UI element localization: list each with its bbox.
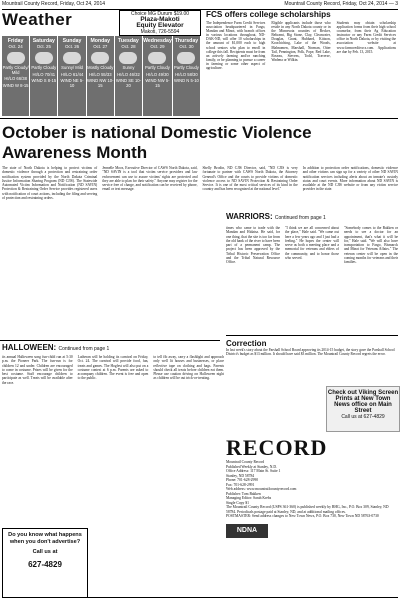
dv-col1: The state of North Dakota is helping to protect victims of domestic violence through a protection and restraining order notification system provided by the North Dakota Criminal Justice Information Sharing Program (ND CJIS). The Statewide Automated Victim Information and Notification (ND SAVIN) Protection & Restraining Order Service provides registered users with notification of court actions, including the filing and serving of protection and restraining orders. (2, 166, 98, 200)
sponsor-line2: Equity Elevator (136, 22, 184, 29)
pub-line: The Mountrail County Record (USPS 361-360) is published weekly by BHG, Inc., P.O. Box 309, Stanley, ND 58784. Periodicals postage paid at Stanley, ND, and at additional mailing offices. (226, 505, 389, 514)
forecast-day-wind: WIND SE 10-20 (115, 78, 142, 88)
viking-screen-ad (326, 386, 400, 432)
advertise-ad-phone: 627-4829 (28, 560, 62, 569)
correction-box (226, 339, 398, 357)
viking-ad-line2: Call us at 627-4829 (341, 414, 385, 420)
forecast-day-date: Oct. 27 (93, 44, 108, 49)
pub-line: Fax: 701-628-2991 (226, 482, 255, 487)
forecast-day-hilo: HI/LO 61/44 (60, 71, 84, 77)
correction-title: Correction (226, 339, 267, 348)
halloween-label (2, 343, 109, 352)
forecast-day-hilo: HI/LO 46/32 (117, 71, 140, 77)
fcs-col3: Students may obtain scholarship application forms from their high school counselor, from their Ag Education instructor or any Farm Credit Services office in North Dakota, or by visiting the association website at www.farmcreditsvcs.com. Applications are due by Feb. 13, 2015. (336, 21, 396, 54)
forecast-day-date: Oct. 29 (150, 44, 165, 49)
pub-line: Publisher: Tom Bakken (226, 491, 261, 496)
forecast-day-name: Friday (7, 38, 24, 44)
footer-divider (2, 597, 398, 598)
forecast-day-cond: Partly Cloudy (145, 65, 170, 70)
pub-line: Single Copy $1 (226, 500, 249, 505)
page-header-right: Mountrail County Record, Friday, Oct 24, 2014 — 3 (284, 1, 398, 7)
weather-title: Weather (2, 10, 73, 29)
warriors-body (226, 226, 398, 264)
forecast-day-name: Sunday (62, 38, 82, 44)
pub-line: Web address: www.mountrailcountyrecord.com (226, 487, 297, 491)
halloween-col2: Lutheran will be holding its carnival on Friday, Oct. 24. The carnival will provide food, fun, treats and games. The Hogfest will also put on a costume contest at 6 p.m. Parents are asked to accompany children. The event is free and open to the public. (77, 355, 149, 381)
sponsor-line1: Plaza-Makoti (140, 16, 180, 23)
pub-line: Stanley, ND 58784 (226, 473, 255, 478)
record-logo: RECORD (226, 435, 328, 460)
ndna-member-logo: NDNA (226, 524, 268, 538)
weather-sponsor (119, 10, 201, 36)
sunny-icon (63, 52, 81, 64)
warriors-col2: "I think we are all concerned about the place," Hale said. "We came out here a few years ago and I just had a feeling." He hopes the center will serve as both a meeting place and a memorial for veterans and elders of the community, and to honor those who served. (285, 226, 339, 260)
halloween-col3: to tell fib away, carry a flashlight and approach only well lit houses and businesses, or place reflective tape on clothing and bags. Parents should check all treats before children eat them. Please use caution driving on Halloween night as children will be out trick-or-treating. (153, 355, 225, 381)
forecast-day-wind: WIND NW 5-15 (145, 78, 170, 88)
cloudy-icon (91, 52, 109, 64)
sponsor-line3: Makoti, 726-5594 (140, 29, 180, 35)
page-header-left: Mountrail County Record, Friday, Oct 24, 2014 (2, 1, 106, 7)
forecast-day-wind: WIND W 8-15 (2, 82, 29, 88)
advertise-ad-text: Do you know what happens when you don't advertise? (8, 532, 82, 545)
fcs-col2: Eligible applicants include those who reside in any North Dakota county or in the Minnesota counties of Becker, Beltrami, Big Stone, Clay, Clearwater, Douglas, Grant, Hubbard, Kittson, Koochiching, Lake of the Woods, Mahnomen, Marshall, Norman, Otter Tail, Pennington, Polk, Pope, Red Lake, Roseau, Stevens, Todd, Traverse, Wadena or Wilkin. (271, 21, 331, 62)
halloween-title: HALLOWEEN: (2, 343, 57, 352)
forecast-day-hilo: HI/LO 66/38 (4, 76, 27, 82)
sponsor-top: Choice MG Durum $19.00 (130, 11, 190, 17)
advertise-ad-cta: Call us at (32, 549, 58, 555)
forecast-day (58, 36, 85, 116)
warriors-col1: times who came to trade with the Mandan and Hidatsa. He said, for one thing, that the site is too far from the old bank of the river to have been part of a permanent camp. The project has been approved by the Tribal Historic Preservation Office and the Tribal Natural Resource Office. (226, 226, 280, 264)
forecast-day-name: Tuesday (118, 38, 139, 44)
forecast-day (30, 36, 57, 116)
forecast-day (2, 36, 29, 116)
forecast-day-cond: Sunny/ Mild (61, 65, 83, 70)
pub-line: Published Weekly at Stanley, N.D. (226, 464, 277, 469)
pub-line: Phone: 701-628-2990 (226, 478, 259, 482)
halloween-col1: its annual Halloween song fun-child run at 5:30 p.m. the Pioneer Park. The fun-run is for children 12 and under. Children are encouraged to come in costume. Prizes will be given for the best costume. Staff encourage children to participate as well. Treats will be available after the race. (2, 355, 73, 385)
dv-col3: Shelly Brodin, ND CJIS Director, said, "ND CJIS is very fortunate to partner with CAWS North Dakota, the Attorney General's Office and the courts to provide victims of domestic violence access to ND SAVIN Protection & Restraining Order Service. It is one of the most critical services of its kind in the country and has been recognized at the national level." (202, 166, 298, 192)
partly-cloudy-icon (177, 52, 195, 64)
dv-col2: Jennelle Moos, Executive Director of CAWS North Dakota, said, "ND SAVIN is a tool that victim service providers and law enforcement can use to assure victims' rights are protected and they are able to plan for their safety." Anyone may register for the service free of charge, and notification can be received by phone, email or text message. (102, 166, 198, 192)
partly-cloudy-icon (35, 52, 53, 64)
weather-box (2, 10, 200, 117)
forecast-day (115, 36, 142, 116)
dv-body (2, 166, 398, 200)
dv-col4: In addition to protection order notifications, domestic violence and other victims can sign up for a variety of other ND SAVIN notification services including alerts about an inmate's custody status and court events. More information about ND SAVIN is available at the ND CJIS website or from any victim service provider in the state. (302, 166, 398, 192)
forecast-day-name: Thursday (174, 38, 199, 44)
partly-cloudy-icon (148, 52, 166, 64)
halloween-continued: Continued from page 1 (58, 346, 110, 352)
advertise-ad (2, 528, 88, 598)
forecast-day (173, 36, 200, 116)
dv-headline: October is national Domestic Violence Awareness Month (2, 123, 312, 162)
pub-line: Mountrail County Record (226, 460, 265, 464)
forecast-day-wind: WIND S 8-15 (31, 78, 57, 84)
fcs-col1: The Independence Farm Credit Services association headquartered in Fargo, Mandan and Minot, with branch offices in various locations throughout, ND-DAK-ND, will offer 10 scholarships in the amount of $1,000 each to high school seniors who plan to enroll in college this fall. Recipients must be from an actively farming and/or ranching family, or be planning to pursue a career in farming or some other aspect of agriculture. (206, 21, 266, 71)
publication-box (226, 436, 398, 538)
divider (226, 335, 398, 336)
forecast-day-cond: Partly Cloudy (31, 65, 57, 70)
forecast-day-name: Saturday (32, 38, 55, 44)
pub-line: Managing Editor: Sarah Krebs (226, 496, 272, 500)
sunny-icon (119, 52, 137, 64)
fcs-headline: FCS offers college scholarships (206, 10, 331, 19)
fcs-columns (206, 21, 396, 70)
forecast-day-cond: Mostly Cloudy (87, 65, 114, 70)
warriors-col3: "Somebody comes to the Bakken or needs to see a doctor for an appointment, that's what it will be for," Hale said. "We will also have transportation to Fargo, Bismarck and Minot for Veterans Affairs." The veteran center will be open in the coming months for veterans and their families. (344, 226, 398, 264)
partly-cloudy-icon (7, 52, 25, 64)
forecast-day-date: Oct. 25 (36, 44, 51, 49)
forecast-days (2, 36, 200, 116)
halloween-body (2, 355, 224, 385)
forecast-day-cond: Sunny (122, 65, 135, 70)
divider (0, 118, 398, 119)
forecast-day (143, 36, 172, 116)
divider (0, 340, 220, 341)
correction-text: In last week's story about the Parshall School Board approving its 2014-15 budget, the story gave the Parshall School District's budget as $13 million. It should have said $3 million. The Mountrail County Record regrets the error. (226, 348, 395, 357)
forecast-day-hilo: HI/LO 49/30 (146, 71, 169, 77)
pub-line: POSTMASTER: Send address changes to New Town News, P.O. Box 730, New Town ND 58763-0730 (226, 514, 379, 518)
warriors-title: WARRIORS: (226, 212, 273, 221)
pub-line: Office Address: 117 Main St. Suite 1 (226, 469, 281, 473)
forecast-day-cond: Partly Cloudy/ Mild (2, 65, 29, 75)
forecast-day-wind: WIND NW 10-15 (87, 78, 114, 88)
forecast-day-hilo: HI/LO 55/33 (88, 71, 112, 77)
forecast-day-date: Oct. 26 (64, 44, 80, 49)
forecast-day-date: Oct. 24 (8, 44, 23, 49)
forecast-day-hilo: HI/LO 70/41 (32, 71, 56, 77)
forecast-day (87, 36, 114, 116)
forecast-day-date: Oct. 28 (121, 44, 136, 49)
viking-ad-line1: Check out Viking Screen Prints at New Town News office on Main Street (327, 390, 399, 414)
forecast-day-name: Monday (90, 38, 111, 44)
warriors-label (226, 212, 326, 221)
forecast-day-date: Oct. 30 (179, 44, 194, 49)
fcs-article (206, 10, 396, 70)
forecast-day-hilo: HI/LO 58/30 (175, 71, 198, 77)
forecast-day-wind: WIND N 5-10 (173, 78, 199, 84)
forecast-day-cond: Partly Cloudy (173, 65, 199, 70)
forecast-day-wind: WIND NE 5-10 (60, 78, 84, 88)
page-header (2, 0, 398, 10)
forecast-day-name: Wednesday (143, 38, 172, 44)
warriors-continued: Continued from page 1 (274, 215, 326, 221)
